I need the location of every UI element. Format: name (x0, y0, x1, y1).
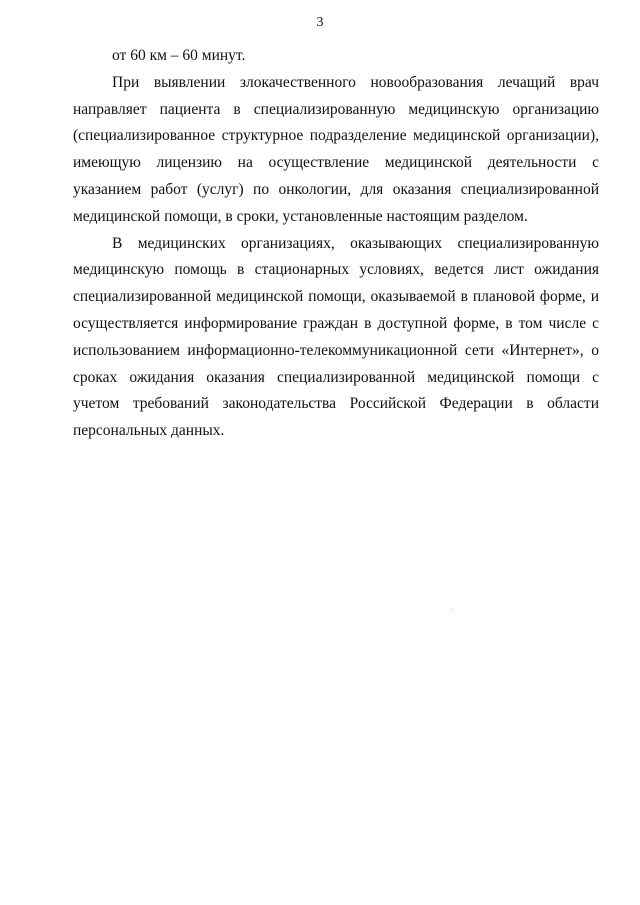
page-number: 3 (316, 15, 324, 30)
paragraph-oncology-referral: При выявлении злокачественного новообразования лечащий врач направляет пациента в специализированную медицинскую организацию (специализированное структурное подразделение медицинской организации), имеющую лицензию на осуществление медицинской деятельности с указанием работ (услуг) по онкологии, для оказания специализированной медицинской помощи, в сроки, установленные настоящим разделом. (73, 73, 599, 225)
paragraph-continuation: от 60 км – 60 минут. (112, 47, 246, 64)
scan-speck (452, 609, 453, 610)
document-body (73, 43, 599, 445)
paragraph-waiting-list: В медицинских организациях, оказывающих специализированную медицинскую помощь в стационарных условиях, ведется лист ожидания специализированной медицинской помощи, оказываемой в плановой форме, и осуществляется информирование граждан в доступной форме, в том числе с использованием информационно-телекоммуникационной сети «Интернет», о сроках ожидания оказания специализированной медицинской помощи с учетом требований законодательства Российской Федерации в области персональных данных. (73, 234, 599, 440)
